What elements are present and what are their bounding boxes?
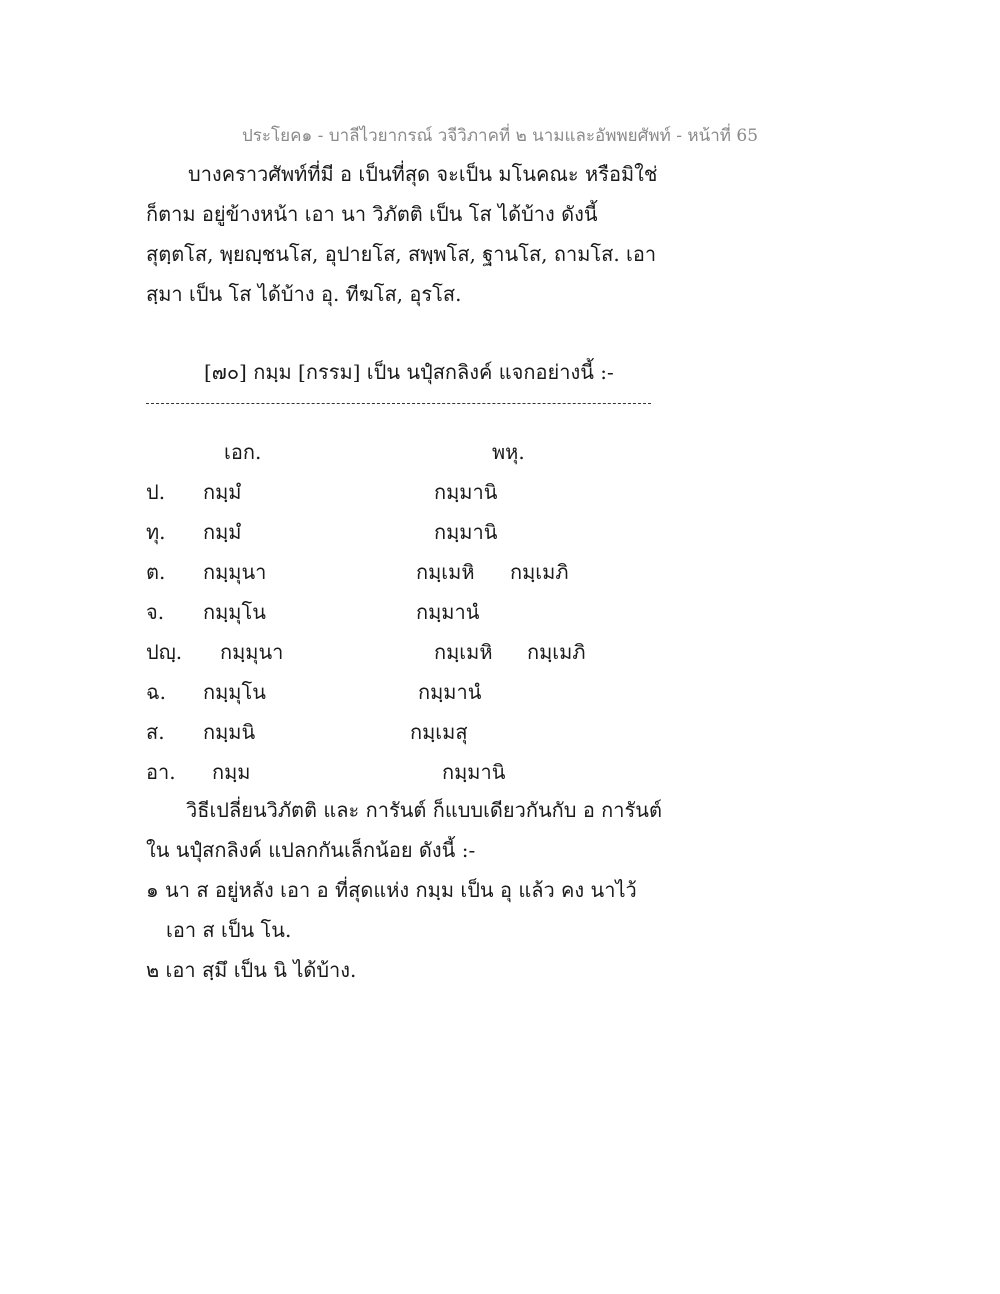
- singular-form: กมฺมํ: [203, 520, 242, 544]
- case-label: ป.: [146, 480, 166, 504]
- intro-line: บางคราวศัพท์ที่มี อ เป็นที่สุด จะเป็น มโนคณะ หรือมิใช่: [188, 162, 658, 186]
- case-label: อา.: [146, 760, 176, 784]
- case-label: ทุ.: [146, 520, 166, 544]
- closing-line: วิธีเปลี่ยนวิภัตติ และ การันต์ ก็แบบเดียวกันกับ อ การันต์: [186, 798, 662, 822]
- note-line: เอา ส เป็น โน.: [166, 918, 292, 942]
- dashed-divider: [146, 403, 651, 404]
- plural-form-alt: กมฺเมภิ: [510, 560, 569, 584]
- plural-form: กมฺมานิ: [434, 480, 498, 504]
- intro-line: สฺมา เป็น โส ได้บ้าง อุ. ทีฆโส, อุรโส.: [146, 282, 462, 306]
- singular-form: กมฺมํ: [203, 480, 242, 504]
- case-label: จ.: [146, 600, 165, 624]
- case-label: ฉ.: [146, 680, 166, 704]
- header-singular: เอก.: [224, 440, 262, 464]
- intro-line: สุตฺตโส, พฺยญฺชนโส, อุปายโส, สพฺพโส, ฐานโส, ถามโส. เอา: [146, 242, 657, 266]
- plural-form: กมฺเมหิ: [434, 640, 493, 664]
- plural-form: กมฺมานิ: [442, 760, 506, 784]
- page-header: ประโยค๑ - บาลีไวยากรณ์ วจีวิภาคที่ ๒ นามและอัพพยศัพท์ - หน้าที่ 65: [241, 126, 759, 146]
- note-line: ๑ นา ส อยู่หลัง เอา อ ที่สุดแห่ง กมฺม เป็น อุ แล้ว คง นาไว้: [146, 878, 637, 902]
- plural-form: กมฺมานํ: [418, 680, 482, 704]
- section-heading: [๗๐] กมฺม [กรรม] เป็น นปุํสกลิงค์ แจกอย่างนี้ :-: [204, 360, 614, 384]
- plural-form: กมฺมานิ: [434, 520, 498, 544]
- intro-line: ก็ตาม อยู่ข้างหน้า เอา นา วิภัตติ เป็น โส ได้บ้าง ดังนี้: [146, 202, 598, 226]
- singular-form: กมฺมุโน: [203, 600, 266, 624]
- case-label: ต.: [146, 560, 166, 584]
- closing-line: ใน นปุํสกลิงค์ แปลกกันเล็กน้อย ดังนี้ :-: [146, 838, 476, 862]
- singular-form: กมฺมุนา: [203, 560, 267, 584]
- case-label: ส.: [146, 720, 165, 744]
- singular-form: กมฺม: [212, 760, 251, 784]
- case-label: ปญฺ.: [146, 640, 183, 664]
- plural-form: กมฺเมสุ: [410, 720, 468, 744]
- plural-form-alt: กมฺเมภิ: [527, 640, 586, 664]
- header-plural: พหุ.: [492, 440, 525, 464]
- singular-form: กมฺมุโน: [203, 680, 266, 704]
- plural-form: กมฺเมหิ: [416, 560, 475, 584]
- note-line: ๒ เอา สฺมึ เป็น นิ ได้บ้าง.: [146, 958, 357, 982]
- plural-form: กมฺมานํ: [416, 600, 480, 624]
- singular-form: กมฺมนิ: [203, 720, 256, 744]
- singular-form: กมฺมุนา: [220, 640, 284, 664]
